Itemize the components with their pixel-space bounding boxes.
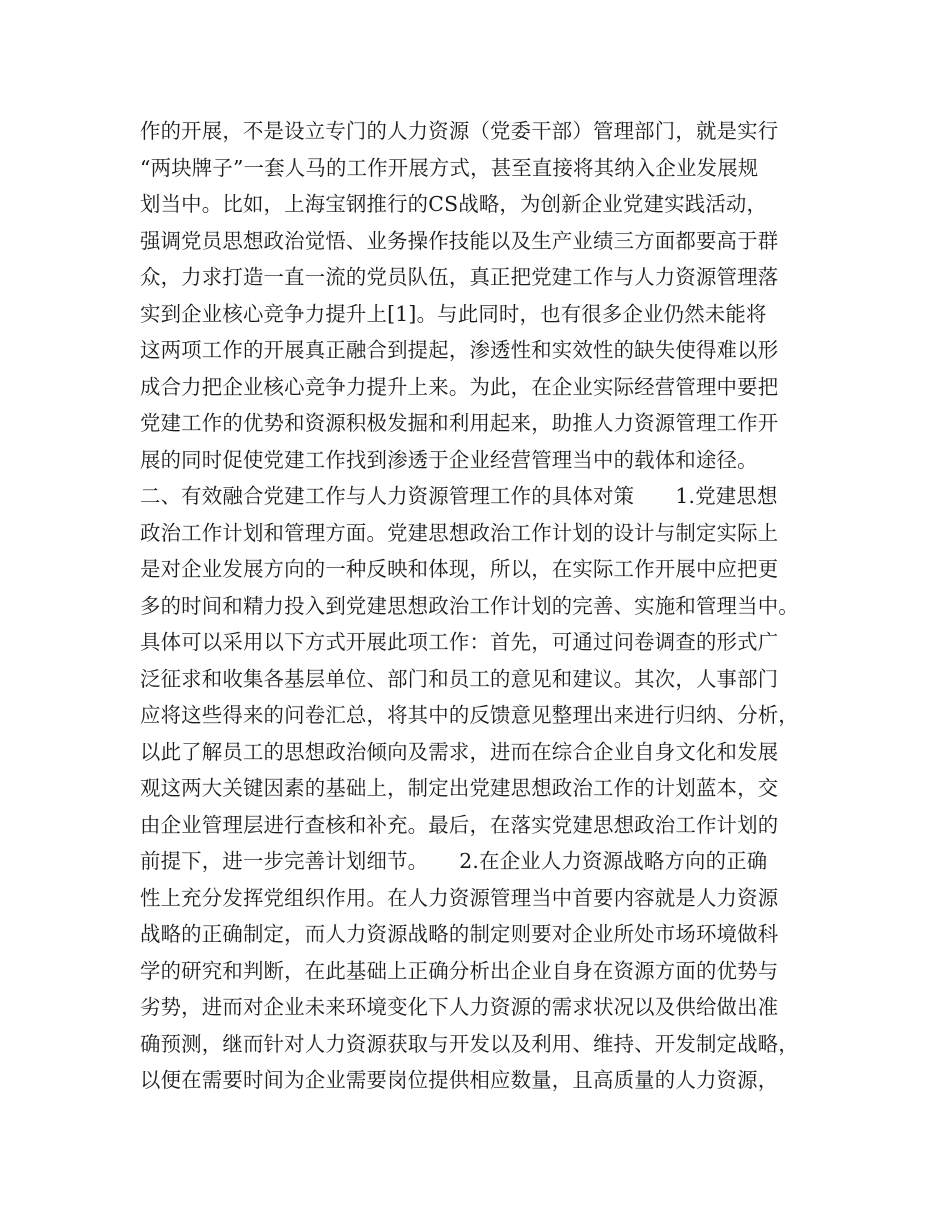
text-line: 作的开展，不是设立专门的人力资源（党委干部）管理部门，就是实行	[140, 119, 779, 143]
text-line: 劣势，进而对企业未来环境变化下人力资源的需求状况以及供给做出准	[140, 995, 779, 1019]
text-line: 成合力把企业核心竞争力提升上来。为此，在企业实际经营管理中要把	[140, 374, 779, 399]
text-line: 性上充分发挥党组织作用。在人力资源管理当中首要内容就是人力资源	[140, 885, 779, 910]
text-line: 党建工作的优势和资源积极发掘和利用起来，助推人力资源管理工作开	[140, 411, 779, 435]
text-line: 这两项工作的开展真正融合到提起，渗透性和实效性的缺失使得难以形	[140, 338, 779, 362]
text-line: 以便在需要时间为企业需要岗位提供相应数量，且高质量的人力资源，	[140, 1068, 779, 1092]
text-line: 多的时间和精力投入到党建思想政治工作计划的完善、实施和管理当中。	[140, 593, 799, 618]
text-line: 以此了解员工的思想政治倾向及需求，进而在综合企业自身文化和发展	[140, 739, 779, 764]
text-line: 学的研究和判断，在此基础上正确分析出企业自身在资源方面的优势与	[140, 958, 779, 983]
text-line: 强调党员思想政治觉悟、业务操作技能以及生产业绩三方面都要高于群	[140, 228, 779, 253]
text-line: 划当中。比如，上海宝钢推行的CS战略，为创新企业党建实践活动，	[140, 192, 768, 216]
text-line: 确预测，继而针对人力资源获取与开发以及利用、维持、开发制定战略，	[140, 1031, 799, 1056]
text-line: 前提下，进一步完善计划细节。 2.在企业人力资源战略方向的正确	[140, 849, 768, 873]
body-text	[140, 113, 830, 1099]
text-line: “两块牌子”一套人马的工作开展方式，甚至直接将其纳入企业发展规	[140, 155, 759, 180]
text-line: 泛征求和收集各基层单位、部门和员工的意见和建议。其次，人事部门	[140, 666, 779, 691]
section-heading-line: 二、有效融合党建工作与人力资源管理工作的具体对策 1.党建思想	[140, 484, 778, 508]
text-line: 政治工作计划和管理方面。党建思想政治工作计划的设计与制定实际上	[140, 520, 779, 545]
text-line: 由企业管理层进行查核和补充。最后，在落实党建思想政治工作计划的	[140, 812, 779, 837]
text-line: 观这两大关键因素的基础上，制定出党建思想政治工作的计划蓝本，交	[140, 776, 779, 800]
text-line: 众，力求打造一直一流的党员队伍，真正把党建工作与人力资源管理落	[140, 265, 779, 289]
text-line: 实到企业核心竞争力提升上[1]。与此同时，也有很多企业仍然未能将	[140, 301, 767, 326]
text-line: 展的同时促使党建工作找到渗透于企业经营管理当中的载体和途径。	[140, 447, 758, 472]
text-line: 是对企业发展方向的一种反映和体现，所以，在实际工作开展中应把更	[140, 557, 779, 581]
text-line: 战略的正确制定，而人力资源战略的制定则要对企业所处市场环境做科	[140, 922, 779, 946]
text-line: 应将这些得来的问卷汇总，将其中的反馈意见整理出来进行归纳、分析，	[140, 703, 799, 727]
text-line: 具体可以采用以下方式开展此项工作：首先，可通过问卷调查的形式广	[140, 630, 779, 654]
